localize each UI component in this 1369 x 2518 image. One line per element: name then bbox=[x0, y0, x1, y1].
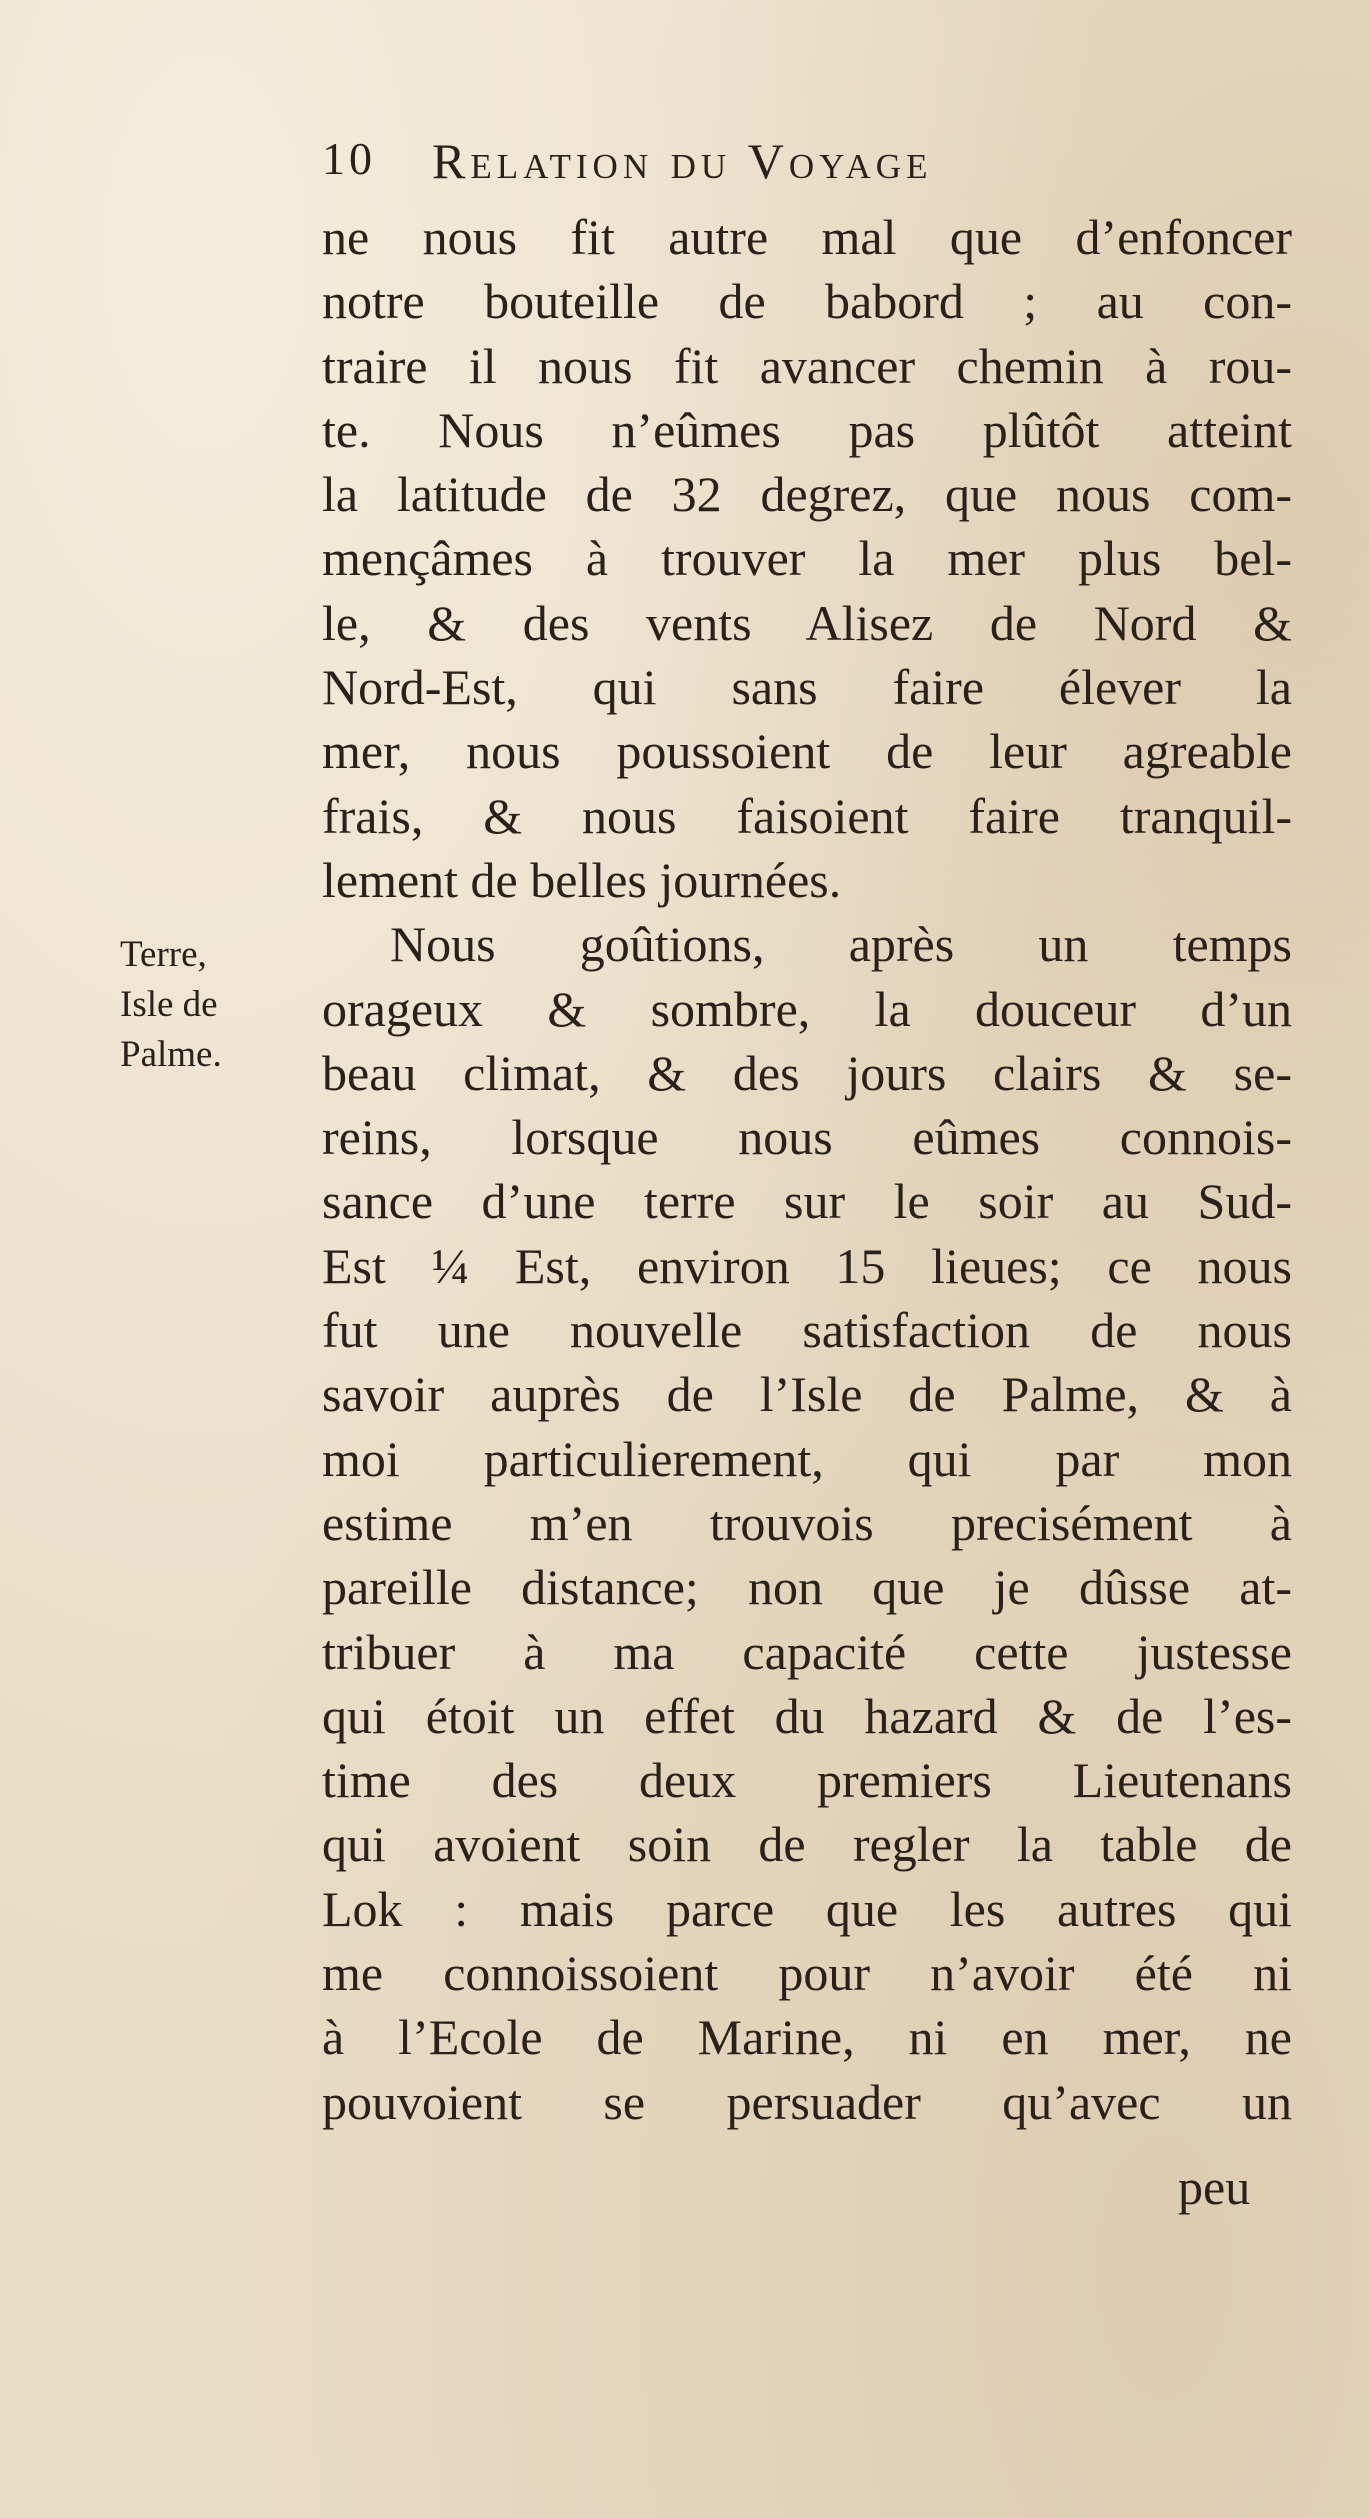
text-line: reins, lorsque nous eûmes connois- bbox=[322, 1109, 1292, 1166]
text-line: te. Nous n’eûmes pas plûtôt atteint bbox=[322, 401, 1292, 458]
text-line: beau climat, & des jours clairs & se- bbox=[322, 1044, 1292, 1101]
text-line: pouvoient se persuader qu’avec un bbox=[322, 2073, 1292, 2130]
text-line: mençâmes à trouver la mer plus bel- bbox=[322, 530, 1292, 587]
text-line: time des deux premiers Lieutenans bbox=[322, 1752, 1292, 1809]
text-line: moi particulierement, qui par mon bbox=[322, 1430, 1292, 1487]
text-line: traire il nous fit avancer chemin à rou- bbox=[322, 337, 1292, 394]
text-line: Nous goûtions, après un temps bbox=[390, 916, 1292, 973]
page-number: 10 bbox=[322, 133, 376, 184]
margin-note-line: Isle de bbox=[120, 984, 218, 1025]
text-line: Est ¼ Est, environ 15 lieues; ce nous bbox=[322, 1237, 1292, 1294]
text-line: lement de belles journées. bbox=[322, 851, 842, 908]
text-line: la latitude de 32 degrez, que nous com- bbox=[322, 466, 1292, 523]
text-line: qui avoient soin de regler la table de bbox=[322, 1816, 1292, 1873]
text-line: estime m’en trouvois precisément à bbox=[322, 1494, 1292, 1551]
text-line: tribuer à ma capacité cette justesse bbox=[322, 1623, 1292, 1680]
text-line: ne nous fit autre mal que d’enfoncer bbox=[322, 209, 1292, 265]
text-line: le, & des vents Alisez de Nord & bbox=[322, 594, 1292, 651]
text-line: fut une nouvelle satisfaction de nous bbox=[322, 1302, 1292, 1359]
text-line: Nord-Est, qui sans faire élever la bbox=[322, 659, 1292, 716]
text-line: frais, & nous faisoient faire tranquil- bbox=[322, 787, 1292, 844]
text-line: me connoissoient pour n’avoir été ni bbox=[322, 1945, 1292, 2002]
text-line: notre bouteille de babord ; au con- bbox=[322, 273, 1292, 330]
text-line: orageux & sombre, la douceur d’un bbox=[322, 980, 1292, 1037]
margin-note-line: Terre, bbox=[120, 934, 207, 975]
margin-note bbox=[120, 930, 290, 1080]
text-line: pareille distance; non que je dûsse at- bbox=[322, 1559, 1292, 1616]
running-title: Relation du Voyage bbox=[432, 133, 933, 189]
text-line: savoir auprès de l’Isle de Palme, & à bbox=[322, 1366, 1292, 1423]
running-head bbox=[322, 132, 1182, 202]
text-line: qui étoit un effet du hazard & de l’es- bbox=[322, 1687, 1292, 1744]
text-line: sance d’une terre sur le soir au Sud- bbox=[322, 1173, 1292, 1230]
text-line: mer, nous poussoient de leur agreable bbox=[322, 723, 1292, 780]
text-line: à l’Ecole de Marine, ni en mer, ne bbox=[322, 2009, 1292, 2066]
body-text bbox=[322, 205, 1292, 2134]
text-line: Lok : mais parce que les autres qui bbox=[322, 1880, 1292, 1937]
catchword: peu bbox=[1178, 2159, 1251, 2215]
margin-note-line: Palme. bbox=[120, 1034, 222, 1075]
